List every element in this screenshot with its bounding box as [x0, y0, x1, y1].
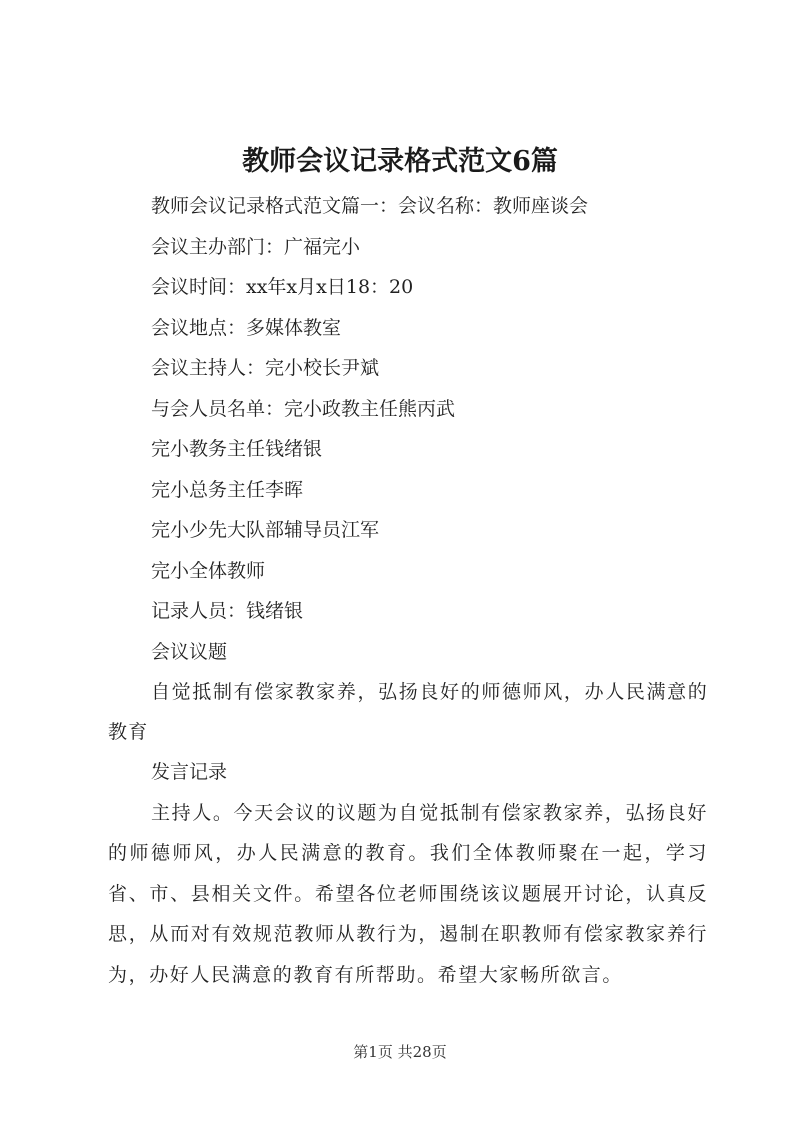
meeting-name-line: 教师会议记录格式范文篇一：会议名称：教师座谈会 [151, 195, 589, 217]
agenda-paragraph: 自觉抵制有偿家教家养，弘扬良好的师德师风，办人民满意的教育 [108, 681, 708, 743]
meeting-time-line: 会议时间：xx年x月x日18：20 [151, 276, 414, 298]
attendee-item: 完小总务主任李晖 [151, 478, 304, 501]
page-number-footer: 第1页 共28页 [353, 1043, 447, 1061]
document-body [108, 186, 708, 995]
attendee-item: 完小全体教师 [151, 559, 266, 582]
host-line: 会议主持人：完小校长尹斌 [151, 357, 380, 379]
recorder-line: 记录人员：钱绪银 [151, 600, 304, 622]
meeting-location-line: 会议地点：多媒体教室 [151, 316, 342, 339]
attendee-item: 完小教务主任钱绪银 [151, 438, 323, 460]
speech-record-heading: 发言记录 [151, 761, 228, 783]
document-title: 教师会议记录格式范文6篇 [242, 146, 558, 177]
speech-record-paragraph: 主持人。今天会议的议题为自觉抵制有偿家教家养，弘扬良好的师德师风，办人民满意的教育。我们全体教师聚在一起，学习省、市、县相关文件。希望各位老师围绕该议题展开讨论，认真反思，从而对有效规范教师从教行为，遏制在职教师有偿家教家养行为，办好人民满意的教育有所帮助。希望大家畅所欲言。 [108, 801, 708, 986]
attendees-line: 与会人员名单：完小政教主任熊丙武 [151, 397, 456, 420]
agenda-heading: 会议议题 [151, 640, 228, 663]
organizer-line: 会议主办部门：广福完小 [151, 235, 361, 258]
attendee-item: 完小少先大队部辅导员江军 [151, 519, 380, 541]
